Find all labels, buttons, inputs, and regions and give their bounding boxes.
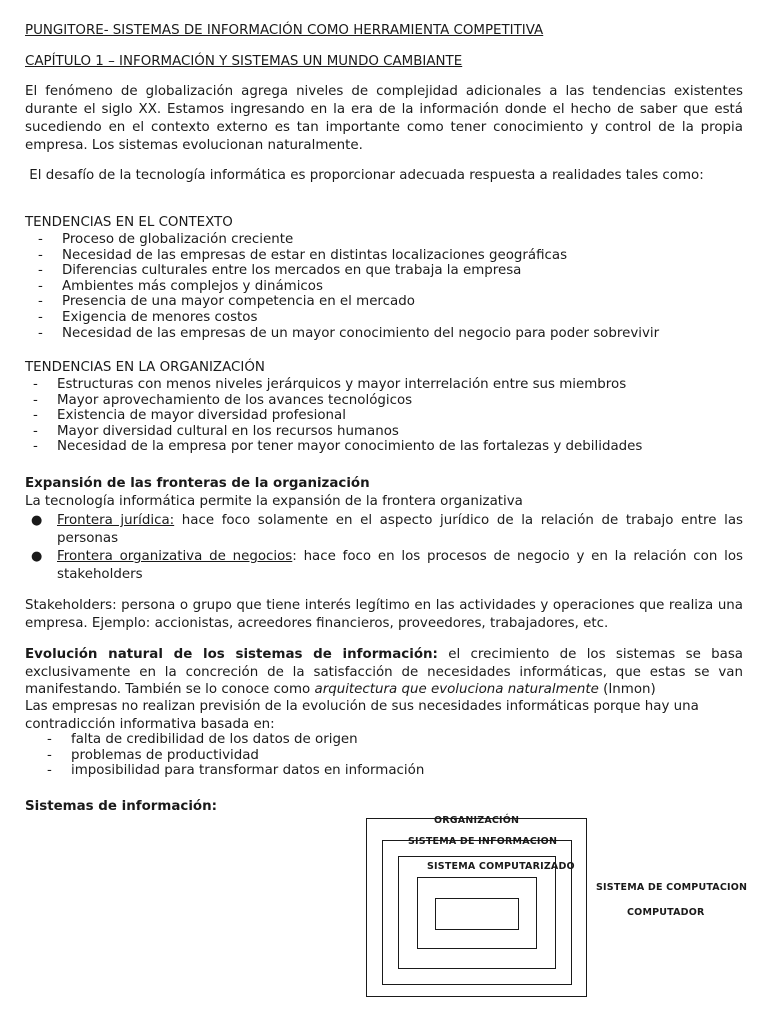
computer-box bbox=[435, 898, 519, 930]
list-item: - Estructuras con menos niveles jerárquicos y mayor interrelación entre sus miembros bbox=[33, 377, 627, 392]
contradiction-list bbox=[47, 732, 424, 779]
document-title: PUNGITORE- SISTEMAS DE INFORMACIÓN COMO HERRAMIENTA COMPETITIVA bbox=[25, 23, 544, 38]
list-item: - Existencia de mayor diversidad profesional bbox=[33, 408, 346, 424]
context-trends-heading: TENDENCIAS EN EL CONTEXTO bbox=[25, 215, 233, 230]
list-item: - Necesidad de las empresas de estar en distintas localizaciones geográficas bbox=[38, 247, 568, 263]
list-item: - problemas de productividad bbox=[47, 747, 259, 763]
list-item: - Exigencia de menores costos bbox=[38, 309, 258, 325]
intro-paragraph: El fenómeno de globalización agrega niveles de complejidad adicionales a las tendencias existentes durante el siglo XX. Estamos ingresando en la era de la información donde el hecho de saber que está sucediendo en el contexto externo es tan importante como tener conocimiento y control de la propia empresa. Los sistemas evolucionan naturalmente. bbox=[25, 84, 743, 153]
expansion-intro: La tecnología informática permite la expansión de la frontera organizativa bbox=[25, 494, 523, 509]
list-item: - Proceso de globalización creciente bbox=[38, 232, 294, 247]
list-item: - Necesidad de la empresa por tener mayor conocimiento de las fortalezas y debilidades bbox=[33, 439, 643, 455]
context-trends-list bbox=[38, 232, 659, 341]
chapter-title: CAPÍTULO 1 – INFORMACIÓN Y SISTEMAS UN MUNDO CAMBIANTE bbox=[25, 54, 463, 69]
systems-heading: Sistemas de información: bbox=[25, 799, 217, 814]
label-computador: COMPUTADOR bbox=[627, 907, 705, 918]
list-item: - imposibilidad para transformar datos en información bbox=[47, 763, 425, 779]
bullet-icon: ● bbox=[31, 549, 43, 564]
list-item: - Necesidad de las empresas de un mayor conocimiento del negocio para poder sobrevivir bbox=[38, 325, 660, 341]
list-item: - Presencia de una mayor competencia en el mercado bbox=[38, 294, 415, 310]
label-sistema-computarizado: SISTEMA COMPUTARIZADO bbox=[427, 861, 575, 872]
list-item: ● Frontera organizativa de negocios: hace foco en los procesos de negocio y en la relación con los stakeholders bbox=[31, 549, 743, 582]
list-item: ● Frontera jurídica: hace foco solamente en el aspecto jurídico de la relación de trabajo entre las personas bbox=[31, 513, 743, 546]
label-sistema-computacion: SISTEMA DE COMPUTACION bbox=[596, 882, 748, 893]
evolution-paragraph-2: Las empresas no realizan previsión de la evolución de sus necesidades informáticas porque hay una contradicción informativa basada en: bbox=[25, 699, 699, 732]
frontier-list bbox=[25, 512, 743, 584]
evolution-paragraph: Evolución natural de los sistemas de información: el crecimiento de los sistemas se basa exclusivamente en la concreción de la satisfacción de necesidades informáticas, que estas se van manifestando. También se lo conoce como arquitectura que evoluciona naturalmente (Inmon) bbox=[25, 647, 743, 697]
list-item: - Diferencias culturales entre los mercados en que trabaja la empresa bbox=[38, 263, 522, 279]
challenge-paragraph: El desafío de la tecnología informática es proporcionar adecuada respuesta a realidades tales como: bbox=[25, 168, 704, 183]
expansion-heading: Expansión de las fronteras de la organización bbox=[25, 476, 370, 491]
list-item: - Ambientes más complejos y dinámicos bbox=[38, 278, 323, 294]
list-item: - Mayor diversidad cultural en los recursos humanos bbox=[33, 423, 399, 439]
label-sistema-informacion: SISTEMA DE INFORMACION bbox=[408, 836, 558, 847]
list-item: - falta de credibilidad de los datos de origen bbox=[47, 732, 358, 747]
stakeholders-paragraph: Stakeholders: persona o grupo que tiene interés legítimo en las actividades y operaciones que realiza una empresa. Ejemplo: accionistas, acreedores financieros, proveedores, trabajadores, etc. bbox=[25, 598, 743, 631]
org-trends-list bbox=[33, 377, 642, 455]
label-organizacion: ORGANIZACIÓN bbox=[434, 815, 520, 826]
list-item: - Mayor aprovechamiento de los avances tecnológicos bbox=[33, 392, 413, 408]
bullet-icon: ● bbox=[31, 513, 43, 528]
org-trends-heading: TENDENCIAS EN LA ORGANIZACIÓN bbox=[25, 360, 265, 375]
